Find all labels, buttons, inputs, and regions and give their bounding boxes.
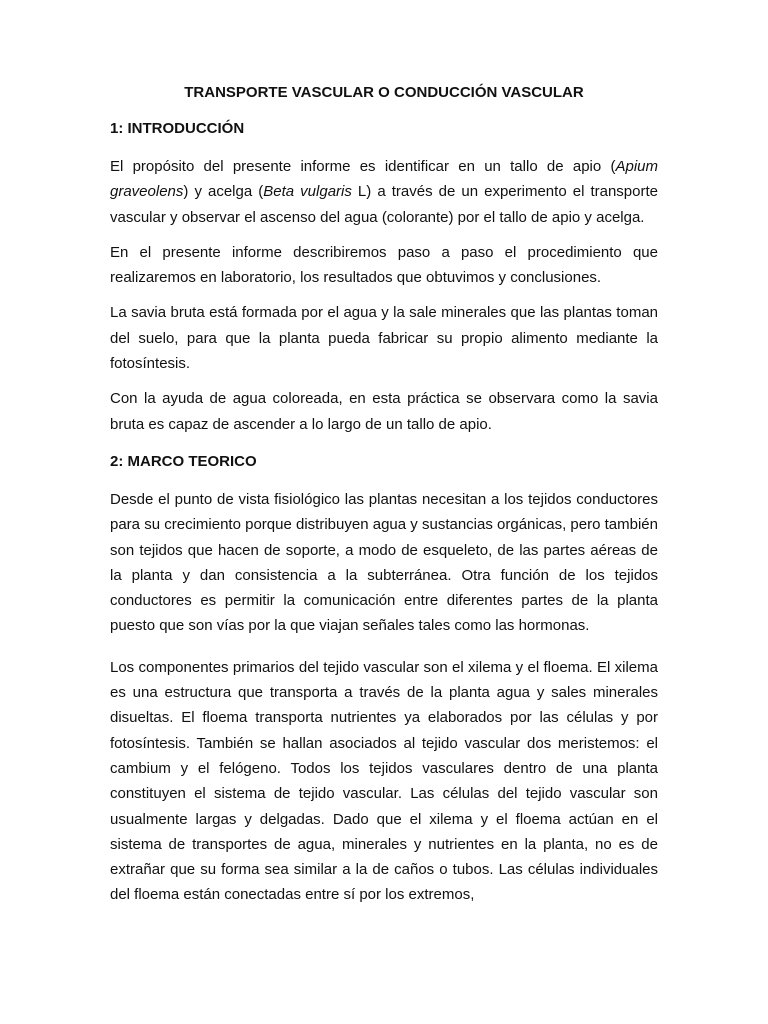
paragraph-intro-savia: La savia bruta está formada por el agua y la sale minerales que las plantas toman del suelo, para que la planta pueda fabricar su propio alimento mediante la fotosíntesis. xyxy=(110,304,658,373)
paragraph-marco-physiology: Desde el punto de vista fisiológico las plantas necesitan a los tejidos conductores para su crecimiento porque distribuyen agua y sustancias orgánicas, pero también son tejidos que hacen de soporte, a modo de esqueleto, de las partes aéreas de la planta y dan consistencia a la subterránea. Otra función de los tejidos conductores es permitir la comunicación entre diferentes partes de la planta puesto que son vías por la que viajan señales tales como las hormonas. xyxy=(110,490,658,635)
document-title: TRANSPORTE VASCULAR O CONDUCCIÓN VASCULAR xyxy=(184,84,584,101)
paragraph-intro-procedure: En el presente informe describiremos paso a paso el procedimiento que realizaremos en laboratorio, los resultados que obtuvimos y conclusiones. xyxy=(110,243,658,287)
section-heading-marco-teorico: 2: MARCO TEORICO xyxy=(110,452,257,470)
text-run: El propósito del presente informe es identificar en un tallo de apio ( xyxy=(110,158,616,175)
text-run: L) a través de un experimento el transporte vascular y observar el ascenso del agua (colorante) por el tallo de apio y acelga. xyxy=(110,183,658,226)
section-heading-introduccion: 1: INTRODUCCIÓN xyxy=(110,120,245,137)
paragraph-marco-components: Los componentes primarios del tejido vascular son el xilema y el floema. El xilema es una estructura que transporta a través de la planta agua y sales minerales disueltas. El floema transporta nutrientes ya elaborados por las células y por fotosíntesis. También se hallan asociados al tejido vascular dos meristemos: el cambium y el felógeno. Todos los tejidos vasculares dentro de una planta constituyen el sistema de tejido vascular. Las células del tejido vascular son usualmente largas y delgadas. Dado que el xilema y el floema actúan en el sistema de transportes de agua, minerales y nutrientes en la planta, no es de extrañar que su forma sea similar a la de caños o tubos. Las células individuales del floema están conectadas entre sí por los extremos, xyxy=(110,658,658,904)
species-name-apium: Apium graveolens xyxy=(110,158,658,201)
species-name-beta: Beta vulgaris xyxy=(263,183,352,201)
text-run: ) y acelga ( xyxy=(183,183,264,201)
paragraph-intro-colored-water: Con la ayuda de agua coloreada, en esta práctica se observara como la savia bruta es capaz de ascender a lo largo de un tallo de apio. xyxy=(110,390,658,433)
paragraph-intro-purpose xyxy=(110,154,658,230)
